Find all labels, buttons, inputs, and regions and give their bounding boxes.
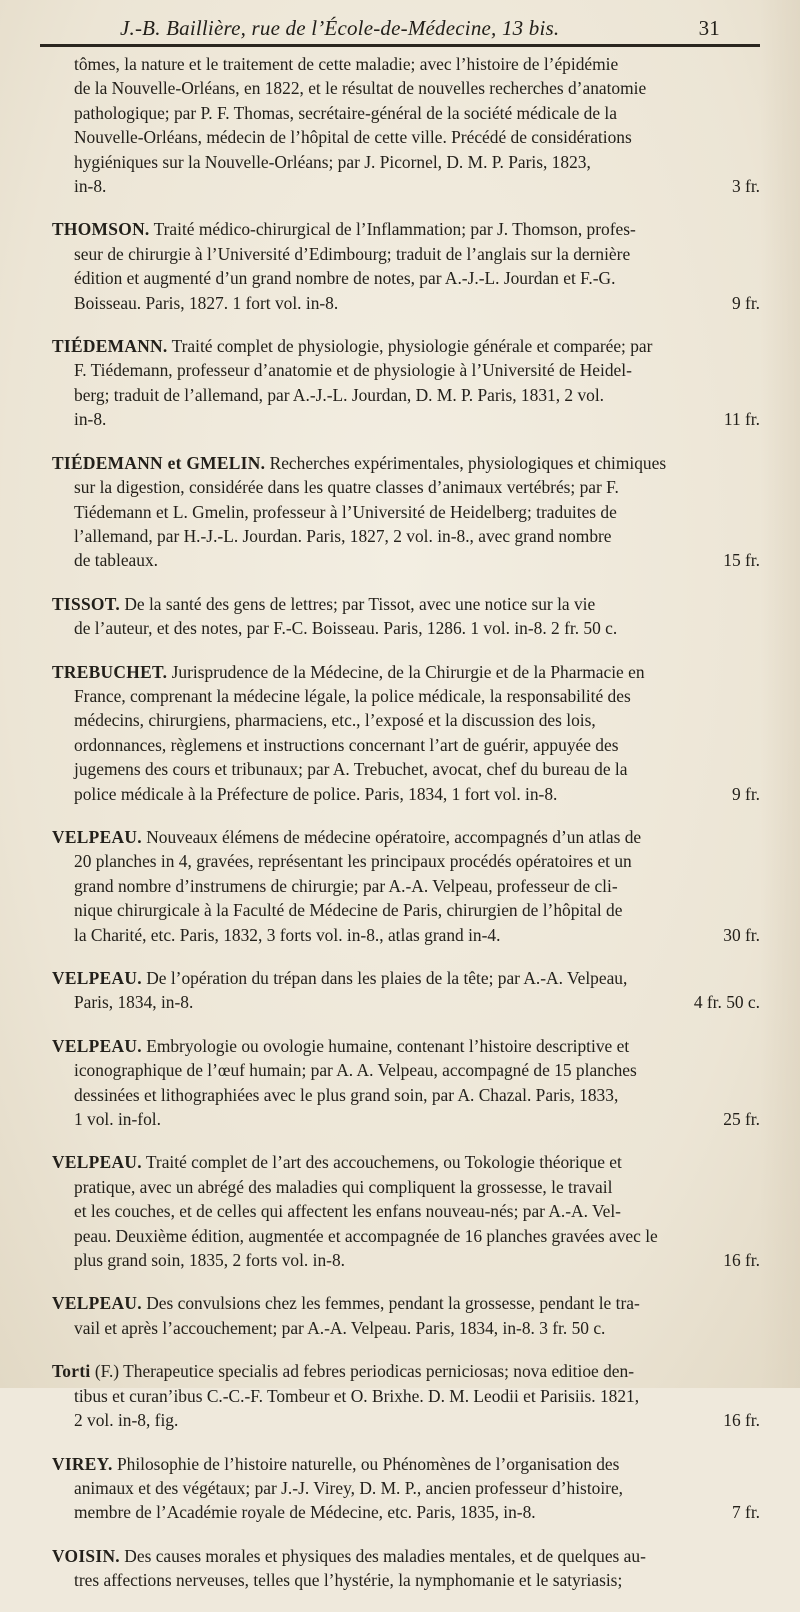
entry-author: TREBUCHET. [52,661,168,682]
catalog-entry [52,451,764,573]
entry-price: 15 fr. [723,550,760,571]
entry-imprint: Paris, 1834, in-8. [74,992,194,1013]
entry-last-line [52,548,764,572]
entry-author: THOMSON. [52,219,150,240]
entry-text: De l’opération du trépan dans les plaies de la tête; par A.-A. Velpeau, [141,968,628,988]
entry-author: VELPEAU. [52,1035,142,1056]
entry-text: de la Nouvelle-Orléans, en 1822, et le résultat de nouvelles recherches d’anatomie [74,78,647,99]
entry-author: VELPEAU. [52,1152,142,1173]
entry-text: iconographique de l’œuf humain; par A. A. Velpeau, accompagné de 15 planches [74,1060,637,1081]
entry-first-line [52,592,764,616]
entry-first-line [52,1291,764,1315]
entry-line [52,125,764,149]
entry-line [52,500,764,524]
entry-line [52,874,764,898]
entry-last-line [52,1500,764,1524]
entry-text: édition et augmenté d’un grand nombre de notes, par A.-J.-L. Jourdan et F.-G. [74,268,616,289]
entry-line [52,1083,764,1107]
entry-line [52,76,764,100]
entry-text: médecins, chirurgiens, pharmaciens, etc., l’exposé et la discussion des lois, [74,710,596,731]
entry-text: France, comprenant la médecine légale, la police médicale, la responsabilité des [74,685,631,706]
entry-line [52,524,764,548]
entry-author: VELPEAU. [52,968,142,988]
entry-line [52,733,764,757]
entry-text: Des convulsions chez les femmes, pendant la grossesse, pendant le tra- [141,1293,640,1314]
entry-line [52,101,764,125]
entry-text: pratique, avec un abrégé des maladies qui compliquent la grossesse, le travail [74,1176,613,1197]
entry-text: peau. Deuxième édition, augmentée et accompagnée de 16 planches gravées avec le [74,1225,658,1246]
entry-text: berg; traduit de l’allemand, par A.-J.-L. Jourdan, D. M. P. Paris, 1831, 2 vol. [74,384,605,405]
entry-last-line [52,1248,764,1272]
entry-first-line [52,966,764,990]
entry-imprint: vail et après l’accouchement; par A.-A. Velpeau. Paris, 1834, in-8. 3 fr. 50 c. [74,1317,606,1338]
catalog-entry [52,1359,764,1432]
entry-line [52,242,764,266]
entry-text: tômes, la nature et le traitement de cette maladie; avec l’histoire de l’épidémie [74,54,619,74]
entry-first-line [52,52,764,76]
catalog-entry [52,825,764,947]
entry-line [52,475,764,499]
entry-text: Traité médico-chirurgical de l’Inflammation; par J. Thomson, profes- [149,219,636,240]
entry-text: sur la digestion, considérée dans les quatre classes d’animaux vertébrés; par F. [74,477,619,498]
entry-imprint: 2 vol. in-8, fig. [74,1410,179,1431]
entry-line [52,1199,764,1223]
entry-text: ordonnances, règlemens et instructions concernant l’art de guérir, appuyée des [74,734,619,755]
entry-text: tres affections nerveuses, telles que l’hystérie, la nymphomanie et le satyriasis; [74,1570,623,1591]
catalog-entry [52,217,764,315]
entry-text: tibus et curan’ibus C.-C.-F. Tombeur et O. Brixhe. D. M. Leodii et Parisiis. 1821, [74,1385,640,1406]
entry-last-line [52,990,764,1014]
entry-last-line [52,174,764,198]
entry-price: 16 fr. [723,1410,760,1431]
catalog-entry [52,52,764,198]
entry-last-line [52,782,764,806]
entry-line [52,1384,764,1408]
entry-line [52,1568,764,1592]
header-rule [40,44,760,47]
entry-text: Nouveaux élémens de médecine opératoire, accompagnés d’un atlas de [141,826,642,847]
entry-text: pathologique; par P. F. Thomas, secrétaire-général de la société médicale de la [74,102,617,123]
entry-imprint: de l’auteur, et des notes, par F.-C. Boisseau. Paris, 1286. 1 vol. in-8. 2 fr. 50 c. [74,618,618,639]
entry-text: Recherches expérimentales, physiologiques et chimiques [265,452,667,473]
entry-last-line [52,616,764,640]
catalog-entry [52,1544,764,1593]
entry-line [52,1224,764,1248]
catalog-entry [52,660,764,806]
entry-line [52,383,764,407]
entry-first-line [52,1452,764,1476]
entry-line [52,1175,764,1199]
entry-line [52,1476,764,1500]
entry-line [52,266,764,290]
catalog-entry [52,592,764,641]
entry-last-line [52,291,764,315]
entry-price: 25 fr. [723,1109,760,1130]
entry-first-line [52,1544,764,1568]
entry-price: 9 fr. [731,783,760,804]
entry-author: VELPEAU. [52,826,142,847]
entry-author: Torti [52,1361,91,1382]
catalog-entry [52,1150,764,1272]
entry-text: Nouvelle-Orléans, médecin de l’hôpital de cette ville. Précédé de considérations [74,127,632,148]
entry-text: 20 planches in 4, gravées, représentant les principaux procédés opératoires et un [74,851,632,872]
entry-imprint: Boisseau. Paris, 1827. 1 fort vol. in-8. [74,292,339,313]
entry-text: dessinées et lithographiées avec le plus grand soin, par A. Chazal. Paris, 1833, [74,1084,619,1105]
entry-text: Embryologie ou ovologie humaine, contenant l’histoire descriptive et [141,1035,630,1056]
page-number: 31 [698,16,720,40]
entry-last-line [52,1316,764,1340]
catalog-entry [52,1291,764,1340]
entry-first-line [52,334,764,358]
entry-price: 9 fr. [731,292,760,313]
entry-price: 7 fr. [731,1502,760,1523]
entry-author: TIÉDEMANN et GMELIN. [52,452,266,473]
entry-price [760,1316,764,1340]
entry-first-line [52,1150,764,1174]
entry-text: grand nombre d’instrumens de chirurgie; par A.-A. Velpeau, professeur de cli- [74,875,618,896]
catalog-entry [52,1452,764,1525]
entry-line [52,150,764,174]
entry-line [52,708,764,732]
entry-imprint: membre de l’Académie royale de Médecine, etc. Paris, 1835, in-8. [74,1502,536,1523]
entry-first-line [52,1034,764,1058]
entry-last-line [52,923,764,947]
entry-author: TISSOT. [52,593,120,614]
entry-text: Jurisprudence de la Médecine, de la Chirurgie et de la Pharmacie en [167,661,645,682]
entry-text: nique chirurgicale à la Faculté de Médecine de Paris, chirurgien de l’hôpital de [74,900,623,921]
entry-imprint: de tableaux. [74,550,159,571]
entry-text: hygiéniques sur la Nouvelle-Orléans; par J. Picornel, D. M. P. Paris, 1823, [74,151,591,172]
entry-text: jugemens des cours et tribunaux; par A. Trebuchet, avocat, chef du bureau de la [74,759,628,780]
entry-line [52,898,764,922]
entry-author: VELPEAU. [52,1293,142,1314]
entry-price: 4 fr. 50 c. [693,992,760,1013]
entry-price: 11 fr. [723,409,760,430]
entry-text: seur de chirurgie à l’Université d’Edimbourg; traduit de l’anglais sur la dernière [74,243,631,264]
entry-imprint: la Charité, etc. Paris, 1832, 3 forts vol. in-8., atlas grand in-4. [74,924,501,945]
entry-first-line [52,451,764,475]
entry-first-line [52,660,764,684]
entry-price: 3 fr. [731,176,760,197]
entry-author: VOISIN. [52,1545,120,1566]
running-title: J.-B. Baillière, rue de l’École-de-Médecine, 13 bis. [120,16,560,40]
running-header [120,12,720,42]
entry-text: Philosophie de l’histoire naturelle, ou Phénomènes de l’organisation des [112,1453,620,1474]
entry-price: 16 fr. [723,1250,760,1271]
entry-author: TIÉDEMANN. [52,336,168,357]
entry-last-line [52,1408,764,1432]
entry-imprint: plus grand soin, 1835, 2 forts vol. in-8. [74,1250,345,1271]
entry-first-line [52,1359,764,1383]
entry-last-line [52,1107,764,1131]
entry-text: Traité complet de physiologie, physiologie générale et comparée; par [167,336,653,357]
entry-text: Tiédemann et L. Gmelin, professeur à l’Université de Heidelberg; traduites de [74,501,617,522]
entry-text: Des causes morales et physiques des maladies mentales, et de quelques au- [119,1545,646,1566]
entry-line [52,757,764,781]
entry-text: De la santé des gens de lettres; par Tissot, avec une notice sur la vie [120,593,596,614]
entry-text: et les couches, et de celles qui affectent les enfans nouveau-nés; par A.-A. Vel- [74,1201,621,1222]
entry-imprint: 1 vol. in-fol. [74,1109,161,1130]
entry-price [760,616,764,640]
entry-line [52,1058,764,1082]
entry-imprint: in-8. [74,176,107,197]
entry-price: 30 fr. [723,924,760,945]
catalog-body [52,52,764,1612]
entry-line [52,358,764,382]
page-edge-shadow [760,0,800,1388]
entry-text: animaux et des végétaux; par J.-J. Virey, D. M. P., ancien professeur d’histoire, [74,1477,624,1498]
entry-imprint: in-8. [74,409,107,430]
entry-text: l’allemand, par H.-J.-L. Jourdan. Paris, 1827, 2 vol. in-8., avec grand nombre [74,525,612,546]
catalog-entry [52,334,764,432]
entry-author: VIREY. [52,1453,113,1474]
entry-imprint: police médicale à la Préfecture de police. Paris, 1834, 1 fort vol. in-8. [74,783,558,804]
catalog-entry [52,966,764,1015]
entry-line [52,684,764,708]
catalog-entry [52,1034,764,1132]
entry-last-line [52,407,764,431]
entry-line [52,849,764,873]
entry-first-line [52,825,764,849]
entry-first-line [52,217,764,241]
entry-text: Traité complet de l’art des accouchemens, ou Tokologie théorique et [141,1152,622,1173]
entry-text: F. Tiédemann, professeur d’anatomie et de physiologie à l’Université de Heidel- [74,360,632,381]
entry-text: (F.) Therapeutice specialis ad febres periodicas perniciosas; nova editioe den- [90,1361,635,1382]
